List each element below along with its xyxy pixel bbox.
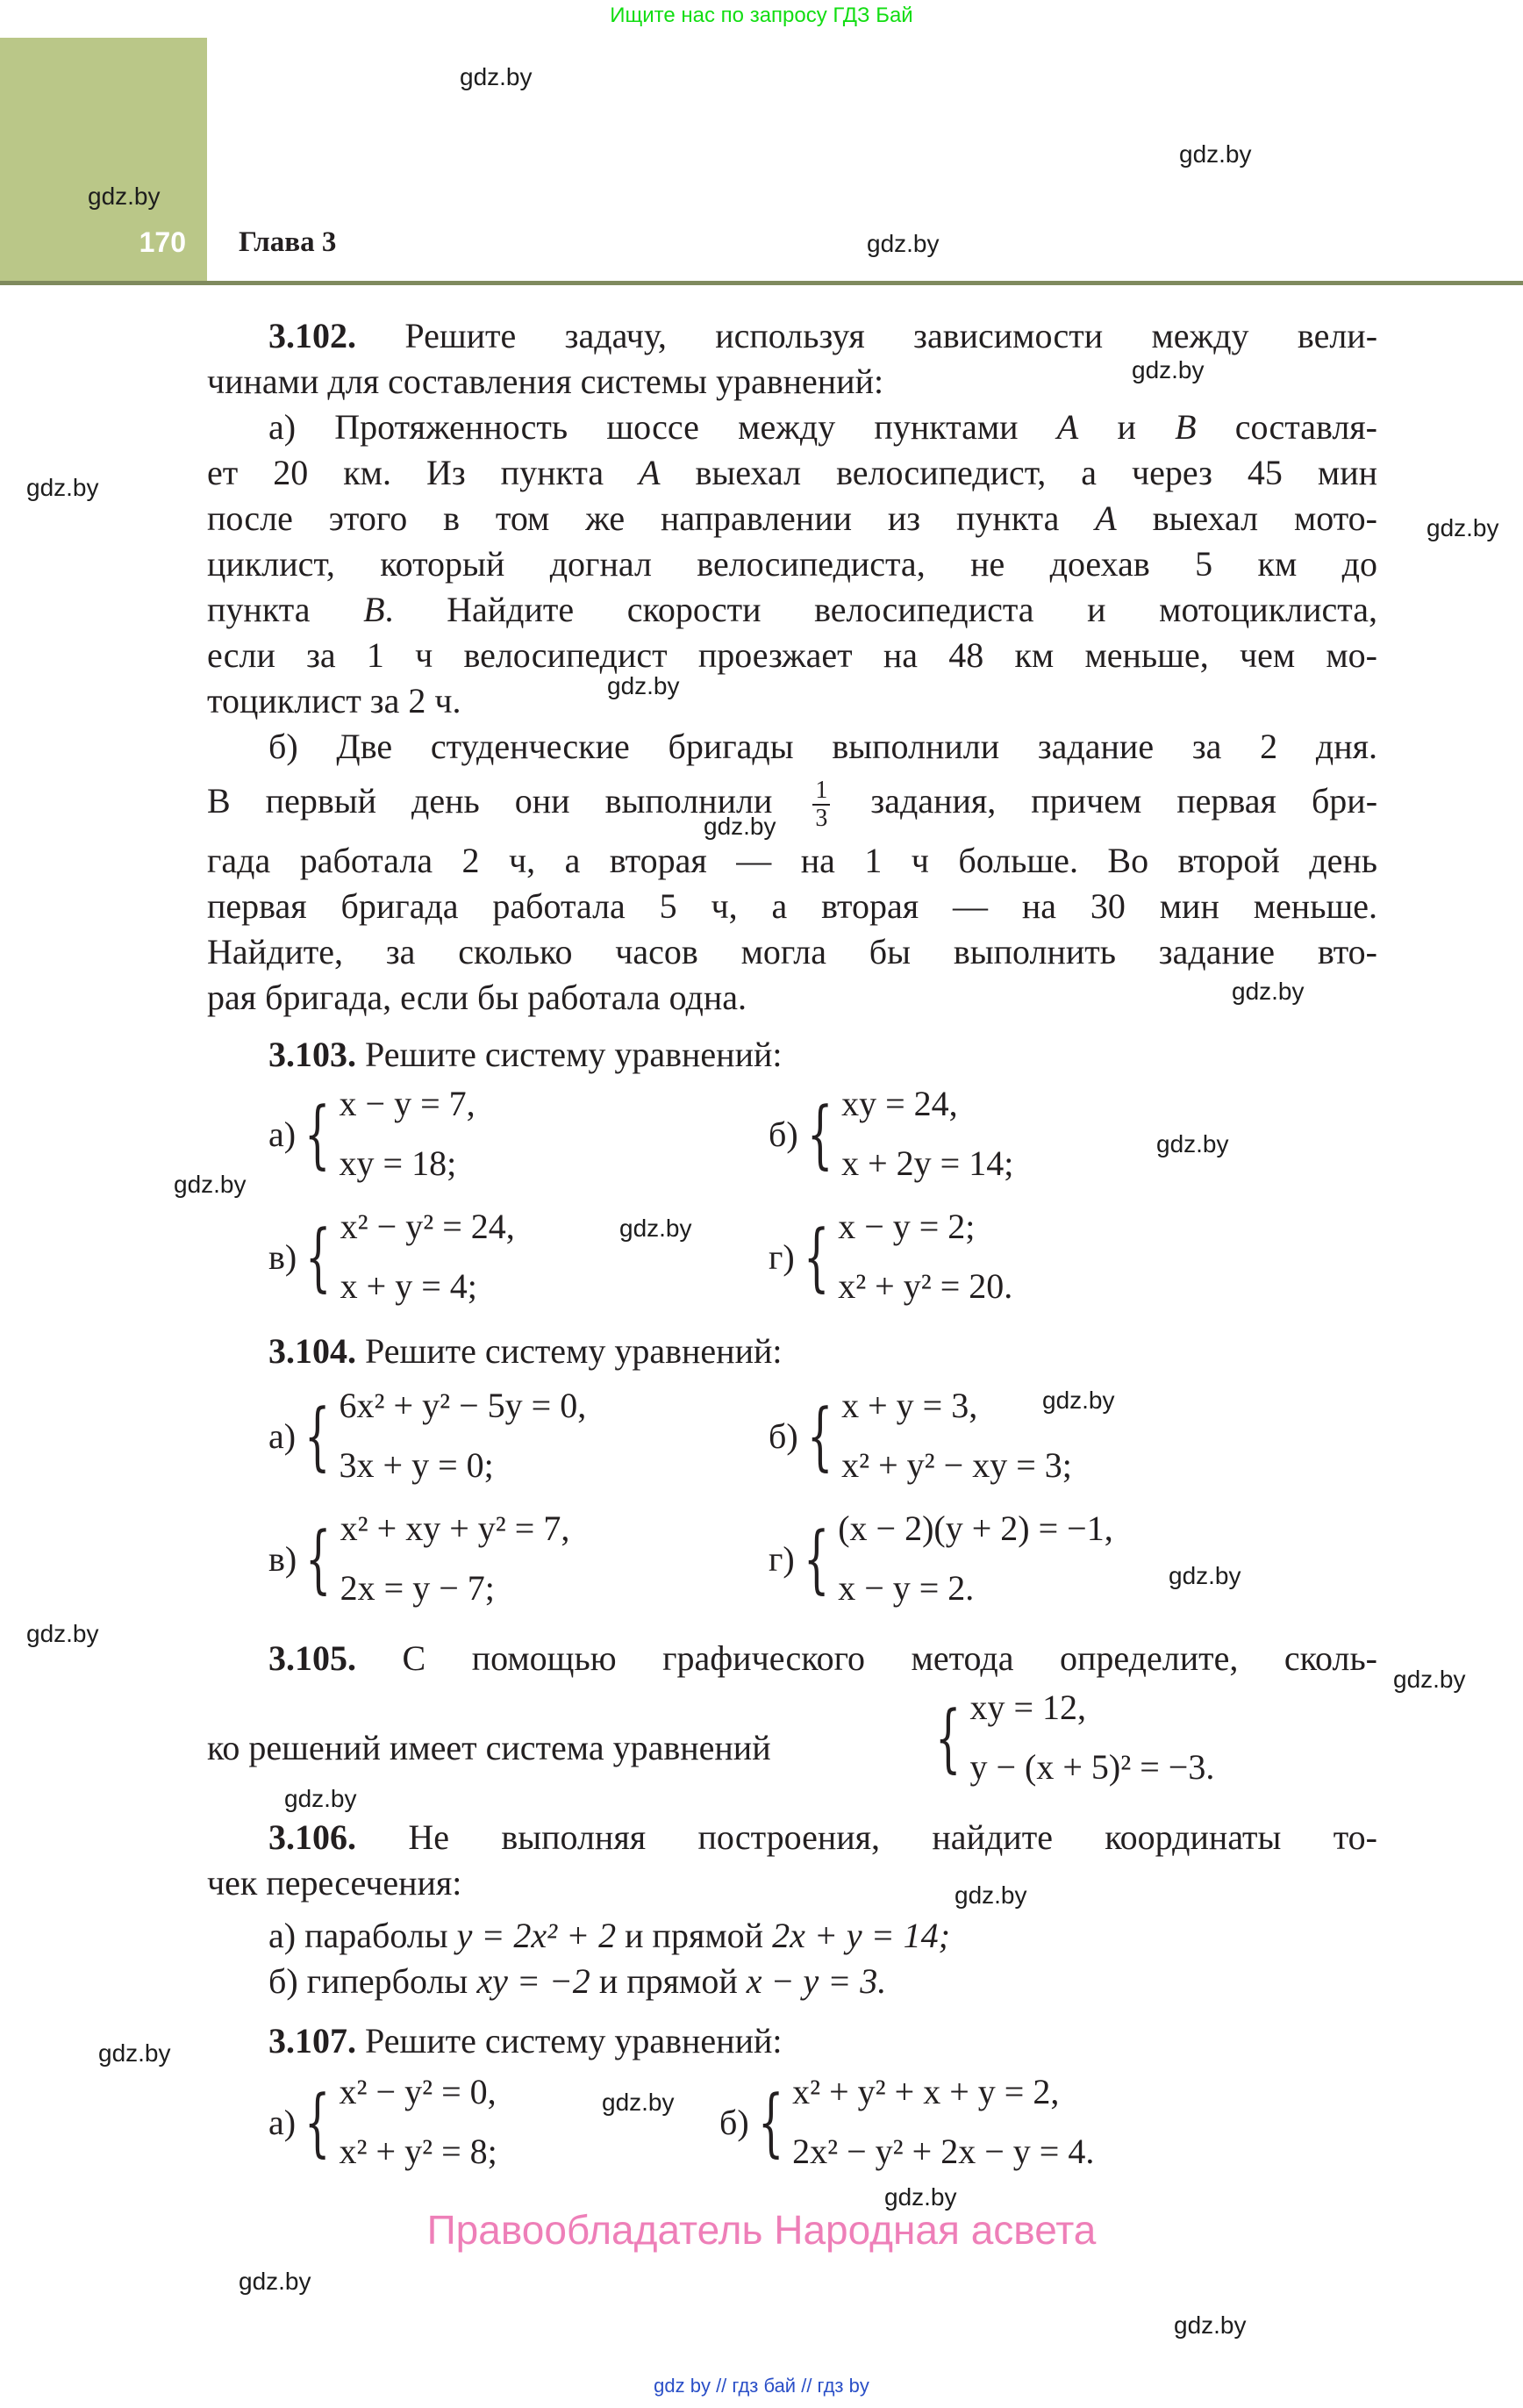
brace-icon: { <box>803 1516 830 1602</box>
watermark: gdz.by <box>1426 514 1499 541</box>
system-b: б) { xy = 24, x + 2y = 14; <box>769 1084 1014 1183</box>
problem-item-b: б) гиперболы xy = −2 и прямой x − y = 3. <box>268 1961 887 2001</box>
problem-line: если за 1 ч велосипедист проезжает на 48 км меньше, чем мо- <box>207 635 1377 675</box>
brace-icon: { <box>757 2079 784 2165</box>
problem-line: первая бригада работала 5 ч, а вторая — на 30 мин меньше. <box>207 886 1377 926</box>
problem-item-a: а) параболы y = 2x² + 2 и прямой 2x + y = 14; <box>268 1916 950 1955</box>
chapter-title: Глава 3 <box>239 226 337 258</box>
problem-line: тоциклист за 2 ч. <box>207 681 461 720</box>
system-a: а) { x² − y² = 0, x² + y² = 8; <box>268 2072 497 2171</box>
problem-line: 3.105. С помощью графического метода определите, сколь- <box>268 1638 1377 1678</box>
system-a: а) { x − y = 7, xy = 18; <box>268 1084 475 1183</box>
watermark: gdz.by <box>1174 2311 1247 2339</box>
problem-line: 3.104. Решите систему уравнений: <box>268 1331 783 1371</box>
problem-line: а) Протяженность шоссе между пунктами A и B составля- <box>268 407 1377 447</box>
watermark: gdz.by <box>602 2089 675 2116</box>
watermark: gdz.by <box>26 474 99 501</box>
header-rule <box>0 281 1523 285</box>
system-b: б) { x + y = 3, x² + y² − xy = 3; <box>769 1386 1072 1485</box>
problem-line: пункта B. Найдите скорости велосипедиста и мотоциклиста, <box>207 590 1377 629</box>
watermark: gdz.by <box>607 672 680 699</box>
problem-line: 3.102. Решите задачу, используя зависимости между вели- <box>268 316 1378 355</box>
watermark: gdz.by <box>955 1881 1027 1909</box>
system: { xy = 12, y − (x + 5)² = −3. <box>935 1688 1215 1787</box>
system-v: в) { x² − y² = 24, x + y = 4; <box>268 1207 515 1306</box>
watermark: gdz.by <box>284 1785 357 1812</box>
system-g: г) { x − y = 2; x² + y² = 20. <box>769 1207 1013 1306</box>
watermark: gdz.by <box>26 1620 99 1647</box>
brace-icon: { <box>803 1214 830 1300</box>
problem-line: гада работала 2 ч, а вторая — на 1 ч больше. Во второй день <box>207 841 1377 880</box>
brace-icon: { <box>305 1214 332 1300</box>
watermark: gdz.by <box>1156 1130 1229 1157</box>
system-a: а) { 6x² + y² − 5y = 0, 3x + y = 0; <box>268 1386 587 1485</box>
watermark: gdz.by <box>867 230 940 257</box>
brace-icon: { <box>806 1393 833 1479</box>
search-banner: Ищите нас по запросу ГДЗ Бай <box>610 4 913 27</box>
problem-line: чинами для составления системы уравнений: <box>207 362 884 401</box>
problem-line: циклист, который догнал велосипедиста, не доехав 5 км до <box>207 544 1377 584</box>
problem-line: ко решений имеет система уравнений <box>207 1728 771 1767</box>
problem-line: 3.107. Решите систему уравнений: <box>268 2021 783 2060</box>
system-g: г) { (x − 2)(y + 2) = −1, x − y = 2. <box>769 1509 1113 1608</box>
problem-line: Найдите, за сколько часов могла бы выполнить задание вто- <box>207 932 1377 971</box>
watermark: gdz.by <box>1232 978 1305 1005</box>
watermark: gdz.by <box>1169 1562 1241 1589</box>
page-number: 170 <box>139 226 186 258</box>
problem-line: б) Две студенческие бригады выполнили задание за 2 дня. <box>268 727 1377 766</box>
brace-icon: { <box>304 2079 331 2165</box>
footer-links[interactable]: gdz by // гдз бай // гдз by <box>654 2375 869 2397</box>
watermark: gdz.by <box>1179 140 1252 168</box>
watermark: gdz.by <box>704 813 776 840</box>
problem-line: после этого в том же направлении из пункта A выехал мото- <box>207 498 1378 538</box>
brace-icon: { <box>935 1695 962 1781</box>
watermark: gdz.by <box>98 2039 171 2067</box>
system-v: в) { x² + xy + y² = 7, 2x = y − 7; <box>268 1509 570 1608</box>
watermark: gdz.by <box>460 63 533 90</box>
system-b: б) { x² + y² + x + y = 2, 2x² − y² + 2x − y = 4. <box>719 2072 1095 2171</box>
watermark: gdz.by <box>619 1215 692 1242</box>
watermark: gdz.by <box>174 1171 247 1198</box>
problem-line: ет 20 км. Из пункта A выехал велосипедист, а через 45 мин <box>207 453 1378 492</box>
problem-line: В первый день они выполнили $\frac{1}{3}$ задания, причем первая бри- <box>207 777 1378 832</box>
brace-icon: { <box>806 1091 833 1177</box>
watermark: gdz.by <box>884 2183 957 2211</box>
watermark: gdz.by <box>88 183 161 210</box>
problem-line: чек пересечения: <box>207 1863 462 1903</box>
watermark: gdz.by <box>1042 1387 1115 1414</box>
watermark: gdz.by <box>1393 1666 1466 1693</box>
brace-icon: { <box>305 1516 332 1602</box>
problem-number: 3.102. <box>268 316 356 355</box>
watermark: gdz.by <box>239 2268 311 2295</box>
brace-icon: { <box>304 1393 331 1479</box>
problem-line: 3.106. Не выполняя построения, найдите координаты то- <box>268 1817 1378 1857</box>
watermark: gdz.by <box>1132 356 1205 383</box>
copyright-notice: Правообладатель Народная асвета <box>426 2207 1097 2253</box>
fraction-one-third: $\frac{1}{3}$ <box>812 778 830 832</box>
problem-line: 3.103. Решите систему уравнений: <box>268 1035 783 1074</box>
problem-line: рая бригада, если бы работала одна. <box>207 978 747 1017</box>
brace-icon: { <box>304 1091 331 1177</box>
